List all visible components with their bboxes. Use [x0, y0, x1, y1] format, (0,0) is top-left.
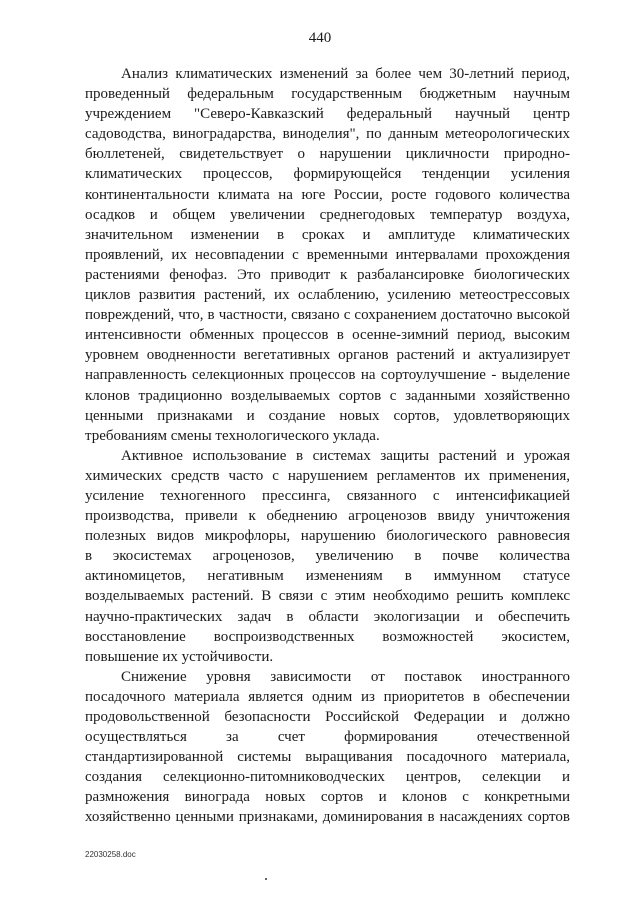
text-line: климатических процессов, формирующейся тенденции усиления — [85, 166, 570, 183]
text-line: значительном изменении в сроках и амплитуде климатических — [85, 226, 570, 243]
text-line: проявлений, их несовпадении с временными интервалами прохождения — [85, 246, 570, 263]
text-line: ценными признаками и создание новых сортов, удовлетворяющих — [85, 407, 570, 424]
text-line: химических средств часто с нарушением регламентов их применения, — [85, 467, 570, 484]
text-line: повреждений, что, в частности, связано с сохранением достаточно высокой — [85, 307, 570, 324]
text-line: научно-практических задач в области экологизации и обеспечить — [85, 608, 570, 625]
text-line: осуществляться за счет формирования отечественной — [85, 729, 570, 746]
text-line: растениями фенофаз. Это приводит к разбалансировке биологических — [85, 266, 570, 283]
document-code: 22030258.doc — [85, 850, 136, 859]
text-line: усиление техногенного прессинга, связанного с интенсификацией — [85, 487, 570, 504]
text-line: направленность селекционных процессов на сортоулучшение - выделение — [85, 367, 570, 384]
text-line: клонов традиционно возделываемых сортов с заданными хозяйственно — [85, 387, 570, 404]
paragraph-2 — [85, 446, 570, 667]
text-line: стандартизированной системы выращивания посадочного материала, — [85, 749, 570, 766]
text-line: создания селекционно-питомниководческих центров, селекции и — [85, 769, 570, 786]
text-line: садоводства, виноградарства, виноделия", по данным метеорологических — [85, 126, 570, 143]
text-line: осадков и общем увеличении среднегодовых температур воздуха, — [85, 206, 570, 223]
footer-dot — [265, 878, 267, 880]
paragraph-3 — [85, 667, 570, 828]
text-line: продовольственной безопасности Российской Федерации и должно — [85, 709, 570, 725]
text-line: бюллетеней, свидетельствует о нарушении цикличности природно- — [85, 146, 570, 163]
text-line: циклов развития растений, их ослаблению, усилению метеострессовых — [85, 287, 570, 304]
text-line: в экосистемах агроценозов, увеличению в почве количества — [85, 548, 570, 565]
text-line: интенсивности обменных процессов в осенне-зимний период, высоким — [85, 327, 570, 344]
page-number: 440 — [308, 30, 332, 46]
text-line: континентальности климата на юге России, росте годового количества — [85, 186, 570, 203]
text-line: восстановление воспроизводственных возможностей экосистем, — [85, 628, 570, 645]
text-line: Анализ климатических изменений за более чем 30-летний период, — [121, 66, 570, 82]
text-line: актиномицетов, негативным изменениям в иммунном статусе — [85, 568, 570, 585]
text-line: повышение их устойчивости. — [85, 648, 274, 665]
text-line: производства, привели к обеднению агроценозов ввиду уничтожения — [85, 508, 570, 525]
text-line: возделываемых растений. В связи с этим необходимо решить комплекс — [85, 588, 570, 605]
text-line: требованиям смены технологического уклада. — [85, 427, 380, 444]
document-body — [85, 64, 570, 828]
text-line: учреждением "Северо-Кавказский федеральный научный центр — [85, 106, 570, 123]
text-line: размножения винограда новых сортов и клонов с конкретными — [85, 789, 570, 806]
paragraph-1 — [85, 64, 570, 446]
text-line: Активное использование в системах защиты растений и урожая — [121, 447, 570, 464]
text-line: полезных видов микрофлоры, нарушению биологического равновесия — [85, 528, 570, 545]
text-line: проведенный федеральным государственным бюджетным научным — [85, 86, 570, 103]
text-line: посадочного материала является одним из приоритетов в обеспечении — [85, 688, 570, 705]
text-line: Снижение уровня зависимости от поставок иностранного — [121, 668, 570, 685]
text-line: уровнем оводненности вегетативных органов растений и актуализирует — [85, 347, 570, 364]
text-line: хозяйственно ценными признаками, доминирования в насаждениях сортов — [85, 809, 570, 826]
